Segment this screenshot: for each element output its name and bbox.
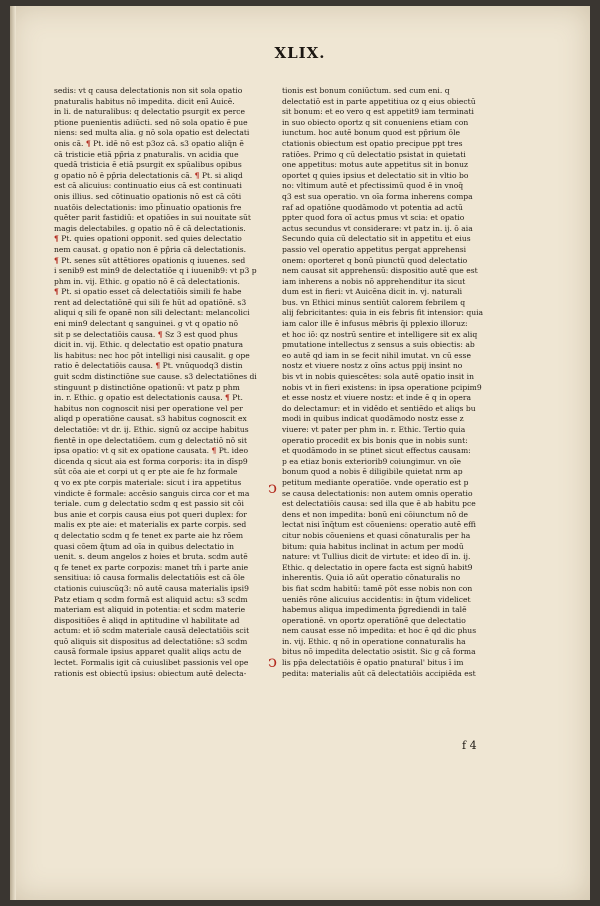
paragraph-mark: ¶ (54, 255, 59, 265)
text-line: raf ad opatiōne quodāmodo vt potentia ad actū (282, 202, 463, 212)
text-line: ipsa opatio: vt q sit ex opatione causata. ¶ Pt. ideo (54, 446, 249, 456)
text-line: i senib9 est min9 de delectatiōe q i iuuenib9: vt p3 p (54, 266, 257, 276)
text-line: guit scdm distinctiōne sue cause. s3 delectatiōnes di (54, 372, 257, 382)
text-line: rationis est obiectū ipsius: obiectum autē delecta- (54, 668, 247, 678)
text-line: se causa delectationis: non autem omnis operatio (282, 488, 473, 498)
signature-mark: f 4 (462, 739, 477, 752)
text-line: dispositiōes ē aliqd in aptitudine vl habilitate ad (54, 615, 240, 625)
book-page (10, 6, 590, 900)
marginal-mark-1: ↄ (268, 478, 277, 497)
text-line: g opatio nō ē pp̄ria delectationis cā. ¶ Pt. si aliqd (54, 170, 243, 180)
text-line: tionis est bonum coniūctum. sed cum eni. q (282, 86, 450, 95)
text-line: dens et non impedita: bonū eni cōiunctum nō de (282, 509, 469, 519)
text-line: iam inherens a nobis nō apprehenditur ita sicut (282, 276, 466, 286)
text-line: pmutatione intellectus z sensus a suis obiectis: ab (282, 340, 475, 350)
paragraph-mark: ¶ (194, 170, 200, 180)
text-line: et hoc iō: qz nostrū sentire et intelligere sit ex aliq (282, 329, 478, 339)
text-line: lectet. Formalis igit cā cuiuslibet passionis vel ope (54, 658, 249, 668)
text-line: ¶ Pt. quies opationi opponit. sed quies delectatio (54, 234, 242, 244)
text-line: sedis: vt q causa delectationis non sit sola opatio (54, 86, 243, 95)
text-line: sensitiua: iō causa formalis delectatiōis est cā ōle (54, 573, 245, 583)
text-line: teriale. cum g delectatio scdm q est passio sit cōi (54, 499, 244, 509)
text-line: phm in. vij. Ethic. g opatio nō ē cā delectationis. (54, 276, 240, 286)
text-line: actus secundus vt considerare: vt patz in. ij. ō aia (282, 223, 473, 233)
text-line: magis delectabiles. g opatio nō ē cā delectationis. (54, 223, 246, 233)
text-line: onem: oporteret q bonū piunctū quod delectatio (282, 255, 468, 265)
right-text-column (282, 86, 494, 679)
text-line: ctationis cuiuscūq3: nō autē causa materialis ipsi9 (54, 583, 249, 593)
text-line: nem causat. g opatio non ē pp̄ria cā delectationis. (54, 244, 247, 254)
text-line: alij febricitantes: quia in eis febris fit intensior: quia (282, 308, 484, 318)
text-line: bitum: quia habitus inclinat in actum per modū (282, 541, 464, 551)
text-line: in li. de naturalibus: q delectatio psurgit ex perce (54, 107, 245, 117)
text-line: eo autē qd iam in se fecit nihil imutat. vn cū esse (282, 350, 471, 360)
text-line: et quodāmodo in se ptinet sicut effectus causam: (282, 446, 471, 456)
text-line: oportet q quies ipsius et delectatio sit in vltio bo (282, 170, 469, 180)
text-line: q vo ex pte corpis materiale: sicut i ira appetitus (54, 477, 242, 487)
text-line: lis pp̄a delectatiōis ē opatio pnatural' bitus ī im (282, 658, 464, 668)
text-line: rent ad delectatiōnē qui sili fe hūt ad opatiōnē. s3 (54, 297, 247, 307)
text-line: ctationis obiectum est opatio precipue ppt tres (282, 138, 463, 148)
text-line: quō aliquis sit dispositus ad delectatiōne: s3 scdm (54, 636, 248, 646)
text-line: malis ex pte aie: et materialis ex parte corpis. sed (54, 520, 247, 530)
text-line: ptione puenientis adiūcti. sed nō sola opatio ē pue (54, 117, 248, 127)
paragraph-mark: ¶ (211, 446, 217, 456)
text-line: Secundo quia cū delectatio sit in appetitu et eius (282, 234, 471, 244)
text-line: bus. vn Ethici minus sentiūt calorem febrilem q (282, 297, 466, 307)
text-line: ueniēs rōne alicuius accidentis: in q̄tum videlicet (282, 594, 471, 604)
text-line: stinguunt p distinctiōne opationū: vt patz p phm (54, 382, 240, 392)
text-line: ¶ Pt. si opatio esset cā delectatiōis simili fe habe (54, 287, 242, 297)
text-line: no: vltimum autē et pfectissimū quod ē in vnoq̄ (282, 181, 464, 191)
text-line: petitum mediante operatiōe. vnde operatio est p (282, 477, 469, 487)
paragraph-mark: ¶ (85, 138, 91, 148)
text-line: viuere: vt pater per phm in. r. Ethic. Tertio quia (282, 425, 466, 434)
text-line: bus anie et corpis causa eius pot queri duplex: for (54, 509, 247, 519)
text-line: pnaturalis habitus nō impedita. dicit enī Auicē. (54, 96, 235, 106)
text-line: q delectatio scdm q fe tenet ex parte aie hz rōem (54, 530, 244, 540)
text-line: sit bonum: et eo vero q est appetit9 iam terminati (282, 107, 474, 117)
text-line: est delectatiōis causa: sed illa que ē ab habitu pce (282, 499, 476, 509)
text-line: quēter parit fastidiū: et opatiōes in sui nouitate sūt (54, 213, 251, 223)
text-line: vindicte ē formale: accēsio sanguis circa cor et ma (54, 488, 250, 498)
paragraph-mark: ¶ (225, 393, 230, 403)
page-edge-shadow (10, 6, 16, 900)
text-line: iunctum. hoc autē bonum quod est pp̄rium ōle (282, 128, 461, 138)
text-line: nature: vt Tullius dicit de virtute: et ideo dī in. ij. (282, 552, 471, 562)
text-line: eni min9 delectant q sanguinei. g vt q opatio nō (54, 319, 239, 329)
text-line: in. vij. Ethic. q nō in operatione connaturalis ha (282, 636, 466, 646)
text-line: onis illius. sed cōtinuatio opationis nō est cā cōti (54, 191, 242, 201)
text-line: sit p se delectatiōis causa. ¶ Sz 3 est quod phus (54, 329, 238, 339)
text-line: quedā tristicia ē etiā psurgit ex spūalibus opibus (54, 160, 242, 170)
text-line: Ethic. q delectatio in opere facta est signū habit9 (282, 562, 473, 572)
text-line: causā formale ipsius apparet qualit aliqs actu de (54, 647, 242, 657)
text-line: ratio ē delectatiōis causa. ¶ Pt. vnūquodq3 distin (54, 361, 243, 371)
text-line: nem causat esse nō impedita: et hoc ē qd dic phus (282, 626, 477, 636)
text-line: habitus non cognoscit nisi per operatione vel per (54, 403, 243, 413)
text-line: Patz etiam q scdm formā est aliquid actu: s3 scdm (54, 594, 248, 604)
text-line: aliqd p operatiōne causat. s3 habitus cognoscit ex (54, 414, 247, 424)
text-line: lis habitus: nec hoc pōt intelligi nisi causalit. g ope (54, 350, 250, 360)
text-line: iam calor ille ē infusus mēbris q̄i pplexio illoruz: (282, 319, 468, 329)
text-line: one appetitus: motus aute appetitus sit in bonuz (282, 160, 469, 170)
text-line: in suo obiecto oportz q sit conueniens etiam con (282, 117, 469, 127)
folio-number: XLIX. (274, 44, 326, 62)
text-line: fientē in ope delectatiōem. cum g delectatiō nō sit (54, 435, 248, 445)
text-line: uenit. s. deum angelos z hoies et bruta. scdm autē (54, 552, 248, 562)
text-line: inherentis. Quia iō aūt operatio cōnaturalis no (282, 573, 461, 583)
paragraph-mark: ¶ (157, 329, 163, 339)
text-line: passio vel operatio appetitus pergat apprehensi (282, 244, 467, 254)
text-line: citur nobis cōueniens et quasi cōnaturalis per ha (282, 530, 471, 540)
text-line: bonum quod a nobis ē diligibile quietat nrm ap (282, 467, 463, 477)
text-line: nem causat sit apprehensū: dispositio autē que est (282, 266, 478, 276)
left-text-column (54, 86, 266, 679)
text-line: bis fiat scdm habitū: tamē pōt esse nobis non con (282, 583, 473, 593)
text-line: bitus nō impedita delectatio ɔsistit. Sic g cā forma (282, 647, 476, 657)
text-line: operatio procedit ex bis bonis que in nobis sunt: (282, 435, 468, 445)
text-line: q fe tenet ex parte corpozis: manet tm̄ i parte anie (54, 562, 249, 572)
paragraph-mark: ¶ (54, 287, 59, 297)
text-line: delectatiō est in parte appetitiua oz q eius obiectū (282, 96, 476, 106)
text-line: lectat nisi īnq̄tum est cōueniens: operatio autē effi (282, 520, 476, 530)
marginal-mark-2: ↄ (268, 652, 277, 671)
text-line: cā tristicie etiā pp̄ria z pnaturalis. vn acidia que (54, 149, 239, 159)
text-line: nobis vt in fieri existens: in ipsa operatione pcipim9 (282, 382, 482, 392)
paragraph-mark: ¶ (54, 234, 59, 244)
text-line: modi in quibus indicat quodāmodo nostz esse z (282, 414, 464, 424)
text-line: delectatiōe: vt dr. ij. Ethic. signū oz accipe habitus (54, 425, 249, 434)
text-line: aliqui q sili fe opanē non sili delectant: melancolici (54, 308, 250, 318)
text-line: nuatōis delectationis: imo pt̄inuatio opationis fre (54, 202, 242, 212)
text-line: onis cā. ¶ Pt. idē nō est p3oz cā. s3 opatio aliq̄n ē (54, 138, 244, 148)
text-line: ¶ Pt. senes sūt attētiores opationis q iuuenes. sed (54, 255, 246, 265)
text-line: pedita: materialis aūt cā delectatiōis accipiēda est (282, 668, 476, 678)
text-line: do delectamur: et in vidēdo et sentiēdo et aliqs bu (282, 403, 476, 413)
text-line: ppter quod fora oī actus pmus vt scia: et opatio (282, 213, 465, 223)
text-line: et esse nostz et viuere nostz: et inde ē q in opera (282, 393, 472, 403)
paragraph-mark: ¶ (155, 361, 161, 371)
text-line: nostz et viuere nostz z oīns actus ppij insint no (282, 361, 463, 371)
text-line: est cā alicuius: continuatio eius cā est continuati (54, 181, 242, 191)
text-line: actum: et iō scdm materiale causā delectatiōis scit (54, 626, 250, 636)
text-line: dicit in. vij. Ethic. q delectatio est opatio pnatura (54, 340, 243, 350)
text-line: dicenda q sicut aia est forma corporis: ita in dīsp9 (54, 456, 248, 466)
text-line: q3 est sua operatio. vn oīa forma inherens compa (282, 191, 473, 201)
text-line: dum est in fieri: vt Auicēna dicit in. vj. naturali (282, 287, 463, 297)
text-line: niens: sed multa alia. g nō sola opatio est delectati (54, 128, 250, 138)
text-line: ratiōes. Primo q cū delectatio psistat in quietati (282, 149, 466, 159)
text-line: sūt cōa aie et corpi ut q er pte aie fe hz formale (54, 467, 238, 477)
text-line: p ea etiaz bonis exteriorib9 coiungimur. vn oīe (282, 456, 461, 466)
text-line: operationē. vn oportz operatiōnē que delectatio (282, 615, 466, 625)
text-line: materiam est aliquid in potentia: et scdm materie (54, 605, 246, 615)
text-line: habemus aliqua impedimenta p̄grediendi in talē (282, 605, 467, 615)
text-line: in. r. Ethic. g opatio est delectationis causa. ¶ Pt. (54, 393, 243, 403)
text-line: quasi cōem q̄tum ad oīa in quibus delectatio in (54, 541, 234, 551)
text-line: bis vt in nobis quiescētes: sola autē opatio insit in (282, 372, 474, 382)
